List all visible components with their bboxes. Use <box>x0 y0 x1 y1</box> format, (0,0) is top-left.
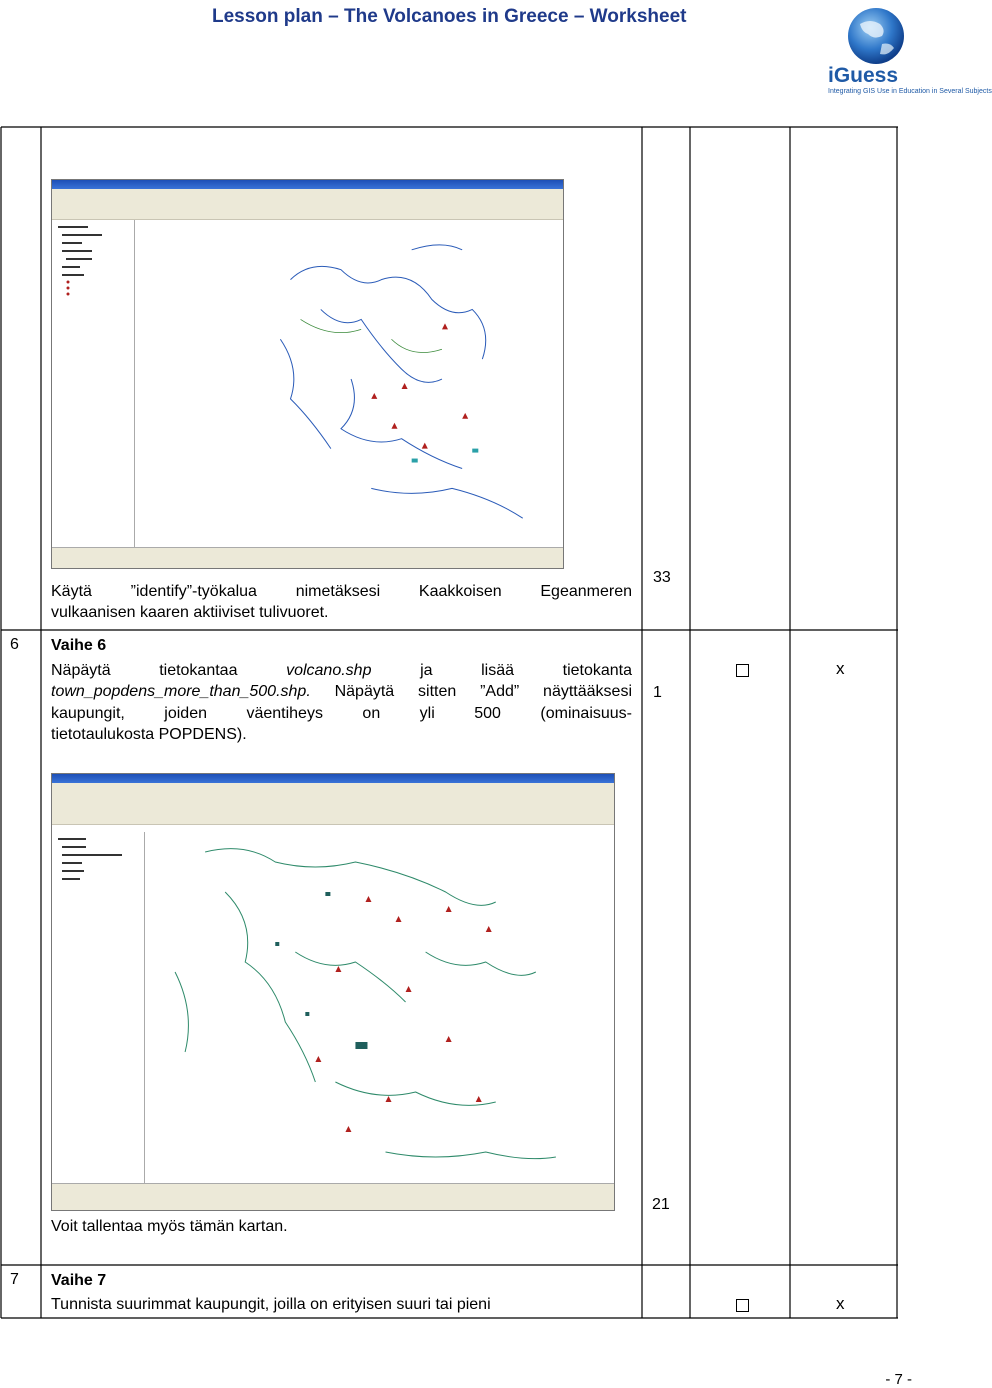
row-6-line-2-italic: town_popdens_more_than_500.shp. <box>51 683 311 700</box>
layer-list <box>52 832 144 902</box>
status-bar <box>52 1183 614 1210</box>
row-6-checkbox[interactable] <box>736 664 749 677</box>
row-6-step-title: Vaihe 6 <box>51 637 107 654</box>
logo-tagline: Integrating GIS Use in Education in Several Subjects <box>828 88 992 95</box>
row-6-count: 1 <box>653 684 662 701</box>
gis-screenshot-1 <box>51 179 564 569</box>
row-1-count: 33 <box>653 569 671 586</box>
window-titlebar <box>52 774 614 783</box>
map-view <box>145 832 614 1184</box>
row-1-line-1: Käytä ”identify”-työkalua nimetäksesi Kaakkoisen Egeanmeren <box>51 583 632 600</box>
greece-map <box>139 220 563 548</box>
row-6-line-1-italic: volcano.shp <box>286 662 372 679</box>
toolbar-extra <box>52 813 614 825</box>
table-of-contents-panel <box>52 832 145 1184</box>
logo-text: iGuess <box>828 64 899 87</box>
row-6-line-1 <box>51 660 632 681</box>
row-6-line-1-a: Näpäytä tietokantaa <box>51 662 287 679</box>
status-bar <box>52 547 563 568</box>
row-caption: Voit tallentaa myös tämän kartan. <box>51 1218 288 1235</box>
row-7-step-title: Vaihe 7 <box>51 1272 107 1289</box>
row-7-number: 7 <box>10 1271 19 1288</box>
row-7-x-mark: x <box>836 1294 845 1313</box>
gis-screenshot-2 <box>51 773 615 1211</box>
map-view <box>139 220 563 548</box>
row-6-line-2-b: Näpäytä sitten ”Add” näyttääksesi <box>310 683 632 700</box>
row-7-line-1: Tunnista suurimmat kaupungit, joilla on erityisen suuri tai pieni <box>51 1296 491 1313</box>
greece-map <box>145 832 614 1184</box>
row-6-number: 6 <box>10 636 19 653</box>
menu-bar <box>52 189 563 197</box>
toolbar-tools <box>52 208 563 220</box>
page-number: - 7 - <box>885 1371 912 1388</box>
row-6-x-mark: x <box>836 659 845 678</box>
window-titlebar <box>52 180 563 189</box>
menu-bar <box>52 783 614 791</box>
row-6-line-2 <box>51 681 632 702</box>
layer-list <box>52 220 132 320</box>
row-caption-count: 21 <box>652 1196 670 1213</box>
document-title: Lesson plan – The Volcanoes in Greece – Worksheet <box>212 6 687 27</box>
row-6-line-3: kaupungit, joiden väentiheys on yli 500 (ominaisuus- <box>51 705 632 722</box>
row-6-line-4: tietotaulukosta POPDENS). <box>51 726 247 743</box>
row-7-checkbox[interactable] <box>736 1299 749 1312</box>
row-6-line-1-b: ja lisää tietokanta <box>371 662 633 679</box>
table-of-contents-panel <box>52 220 135 548</box>
row-1-line-2: vulkaanisen kaaren aktiiviset tulivuoret. <box>51 604 329 621</box>
